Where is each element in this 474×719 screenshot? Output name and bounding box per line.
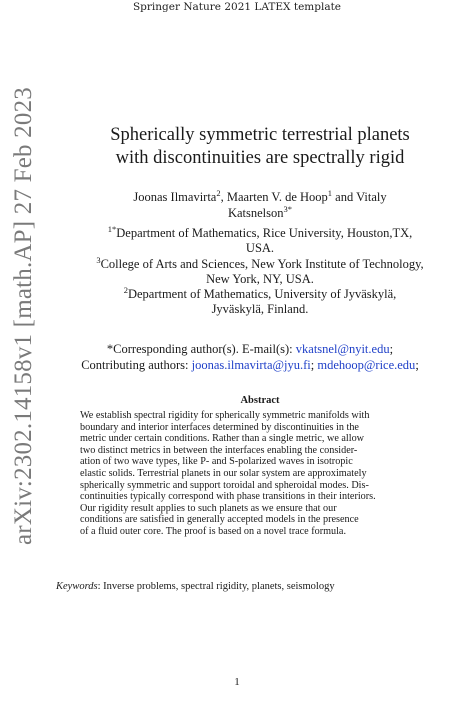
abstract-line: ation of two wave types, like P- and S-polarized waves in isotropic — [80, 456, 353, 468]
contact-info — [50, 342, 450, 373]
abstract-body — [80, 410, 393, 538]
abstract-line: We establish spectral rigidity for spherically symmetric manifolds with — [80, 410, 370, 421]
abstract-line: spherically symmetric and support toroidal and spheroidal modes. Dis- — [80, 479, 369, 491]
arxiv-identifier-stamp: arXiv:2302.14158v1 [math.AP] 27 Feb 2023 — [10, 87, 37, 545]
affiliation-item — [60, 254, 460, 288]
author-name: Katsnelson — [227, 205, 284, 220]
abstract-line: metric under certain conditions. Rather than a single metric, we allow — [80, 433, 365, 445]
affiliation-text: Jyväskylä, Finland. — [211, 302, 309, 317]
contributing-authors-line — [50, 358, 450, 374]
author-affiliation-mark: 2 — [216, 187, 221, 198]
author-separator: and Vitaly — [332, 190, 387, 204]
corresponding-author-line — [50, 342, 450, 358]
contributing-email-link[interactable]: joonas.ilmavirta@jyu.fi — [191, 357, 311, 372]
affiliation-mark: 2 — [123, 285, 128, 296]
abstract-line: continuities typically correspond with phase transitions in their interiors. — [80, 491, 376, 503]
page-number: 1 — [234, 676, 240, 688]
corresponding-email-link[interactable]: vkatsnel@nyit.edu — [295, 342, 390, 356]
affiliation-text: USA. — [245, 241, 275, 256]
affiliation-item — [60, 287, 460, 318]
affiliation-mark: 1* — [107, 223, 117, 234]
abstract-line: elastic solids. Terrestrial planets in our solar system are approximately — [80, 467, 367, 479]
affiliation-text: Department of Mathematics, University of Jyväskylä, — [127, 287, 397, 302]
keywords-text: : Inverse problems, spectral rigidity, planets, seismology — [97, 581, 335, 592]
author-name: Joonas Ilmavirta — [133, 190, 217, 204]
paper-title — [60, 124, 460, 170]
contributing-label: Contributing authors: — [81, 357, 192, 372]
corresponding-label: *Corresponding author(s). E-mail(s): — [106, 342, 296, 356]
affiliation-text: College of Arts and Sciences, New York Institute of Technology, — [100, 256, 424, 271]
title-line-1: Spherically symmetric terrestrial planets — [110, 125, 410, 145]
affiliation-mark: 3 — [96, 254, 101, 265]
author-separator: , — [220, 190, 227, 204]
abstract-heading: Abstract — [240, 395, 280, 406]
abstract-line: of a fluid outer core. The proof is based on a novel trace formula. — [80, 525, 347, 537]
abstract-line: conditions are satisfied in generally accepted models in the presence — [80, 514, 359, 526]
affiliation-item — [60, 223, 460, 257]
affiliation-text: New York, NY, USA. — [206, 271, 314, 286]
punctuation: ; — [389, 342, 394, 356]
abstract-line: two distinct metrics in between the interfaces enabling the consider- — [80, 444, 358, 456]
abstract-line: boundary and interior interfaces determined by discontinuities in the — [80, 421, 359, 433]
punctuation: ; — [310, 357, 318, 372]
author-affiliation-mark: 3* — [283, 203, 293, 214]
title-line-2: with discontinuities are spectrally rigid — [115, 148, 405, 168]
running-header: Springer Nature 2021 LATEX template — [132, 1, 342, 13]
affiliation-list — [60, 223, 460, 318]
keywords-label: Keywords — [56, 581, 98, 592]
author-list — [75, 187, 445, 221]
affiliation-text: Department of Mathematics, Rice University, Houston,TX, — [116, 226, 413, 240]
contributing-email-link[interactable]: mdehoop@rice.edu — [317, 357, 416, 372]
keywords — [56, 581, 456, 592]
author-name: Maarten V. de Hoop — [226, 190, 328, 204]
punctuation: ; — [415, 357, 419, 372]
abstract-line: Our rigidity result applies to such planets as we ensure that our — [80, 502, 337, 514]
author-affiliation-mark: 1 — [327, 187, 333, 198]
